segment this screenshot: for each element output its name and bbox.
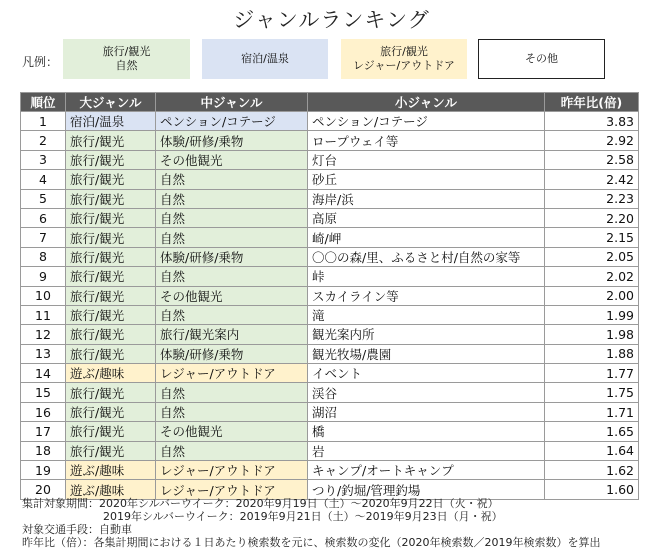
table-row [21,441,639,460]
rank-cell: 19 [21,461,66,480]
small-genre-cell: 橋 [308,422,545,441]
small-genre-cell: イベント [308,364,545,383]
mid-genre-cell: 自然 [156,208,308,227]
legend-leisure [341,39,467,79]
large-genre-cell: 旅行/観光 [66,383,156,402]
rank-cell: 10 [21,286,66,305]
rank-cell: 18 [21,441,66,460]
mid-genre-cell: 体験/研修/乗物 [156,247,308,266]
rank-cell: 14 [21,364,66,383]
large-genre-cell: 旅行/観光 [66,402,156,421]
legend-leisure-line1: 旅行/観光 [380,45,428,58]
rank-cell: 2 [21,131,66,150]
ratio-cell: 2.42 [545,170,639,189]
header-rank: 順位 [21,93,66,112]
small-genre-cell: 滝 [308,305,545,324]
large-genre-cell: 旅行/観光 [66,131,156,150]
legend-other [478,39,605,79]
small-genre-cell: 渓谷 [308,383,545,402]
mid-genre-cell: ペンション/コテージ [156,112,308,131]
rank-cell: 8 [21,247,66,266]
large-genre-cell: 旅行/観光 [66,344,156,363]
ranking-table [20,92,639,500]
small-genre-cell: 灯台 [308,150,545,169]
large-genre-cell: 旅行/観光 [66,208,156,227]
ratio-cell: 2.58 [545,150,639,169]
note-period-2019: 2019年シルバーウイーク：2019年9月21日（土）～2019年9月23日（月・祝） [103,510,503,523]
small-genre-cell: 海岸/浜 [308,189,545,208]
large-genre-cell: 旅行/観光 [66,267,156,286]
table-row [21,364,639,383]
large-genre-cell: 旅行/観光 [66,247,156,266]
small-genre-cell: キャンプ/オートキャンプ [308,461,545,480]
mid-genre-cell: その他観光 [156,286,308,305]
legend-stay [202,39,328,79]
mid-genre-cell: 自然 [156,189,308,208]
small-genre-cell: 砂丘 [308,170,545,189]
table-row [21,112,639,131]
note-period-2020 [22,497,601,510]
small-genre-cell: 観光牧場/農園 [308,344,545,363]
table-row [21,189,639,208]
legend-label: 凡例： [22,55,59,69]
small-genre-cell: 観光案内所 [308,325,545,344]
mid-genre-cell: 自然 [156,305,308,324]
rank-cell: 20 [21,480,66,499]
rank-cell: 3 [21,150,66,169]
table-row [21,247,639,266]
table-row [21,402,639,421]
legend-other-label: その他 [525,52,558,65]
rank-cell: 9 [21,267,66,286]
rank-cell: 17 [21,422,66,441]
rank-cell: 7 [21,228,66,247]
note-period-2020-text: 2020年シルバーウイーク：2020年9月19日（土）～2020年9月22日（火・祝） [99,497,499,510]
legend-stay-label: 宿泊/温泉 [241,52,289,65]
small-genre-cell: スカイライン等 [308,286,545,305]
ratio-cell: 2.20 [545,208,639,227]
legend-travel-line1: 旅行/観光 [102,45,151,58]
ratio-cell: 2.02 [545,267,639,286]
legend-travel [63,39,190,79]
table-row [21,131,639,150]
large-genre-cell: 遊ぶ/趣味 [66,480,156,499]
header-large-genre: 大ジャンル [66,93,156,112]
note-transport: 対象交通手段：自動車 [22,523,132,536]
table-row [21,150,639,169]
large-genre-cell: 旅行/観光 [66,325,156,344]
small-genre-cell: 〇〇の森/里、ふるさと村/自然の家等 [308,247,545,266]
rank-cell: 15 [21,383,66,402]
ratio-cell: 2.15 [545,228,639,247]
ratio-cell: 1.75 [545,383,639,402]
rank-cell: 16 [21,402,66,421]
footnotes [22,497,601,549]
rank-cell: 12 [21,325,66,344]
table-row [21,422,639,441]
ratio-cell: 2.00 [545,286,639,305]
ratio-cell: 1.62 [545,461,639,480]
table-row [21,286,639,305]
rank-cell: 13 [21,344,66,363]
small-genre-cell: 湖沼 [308,402,545,421]
small-genre-cell: ロープウェイ等 [308,131,545,150]
table-row [21,325,639,344]
large-genre-cell: 旅行/観光 [66,305,156,324]
header-mid-genre: 中ジャンル [156,93,308,112]
ratio-cell: 1.77 [545,364,639,383]
ratio-cell: 1.98 [545,325,639,344]
table-row [21,267,639,286]
large-genre-cell: 遊ぶ/趣味 [66,364,156,383]
mid-genre-cell: 自然 [156,228,308,247]
small-genre-cell: ペンション/コテージ [308,112,545,131]
mid-genre-cell: 自然 [156,267,308,286]
mid-genre-cell: レジャー/アウトドア [156,480,308,499]
ratio-cell: 2.23 [545,189,639,208]
small-genre-cell: つり/釣堀/管理釣場 [308,480,545,499]
table-row [21,461,639,480]
ratio-cell: 1.64 [545,441,639,460]
mid-genre-cell: 体験/研修/乗物 [156,344,308,363]
rank-cell: 4 [21,170,66,189]
table-row [21,208,639,227]
rank-cell: 6 [21,208,66,227]
small-genre-cell: 峠 [308,267,545,286]
table-row [21,305,639,324]
mid-genre-cell: 自然 [156,170,308,189]
small-genre-cell: 高原 [308,208,545,227]
mid-genre-cell: 旅行/観光案内 [156,325,308,344]
large-genre-cell: 宿泊/温泉 [66,112,156,131]
table-row [21,383,639,402]
large-genre-cell: 旅行/観光 [66,286,156,305]
small-genre-cell: 岩 [308,441,545,460]
table-row [21,344,639,363]
ratio-cell: 1.71 [545,402,639,421]
mid-genre-cell: レジャー/アウトドア [156,364,308,383]
large-genre-cell: 旅行/観光 [66,189,156,208]
legend-travel-line2: 自然 [115,59,138,72]
ratio-cell: 1.60 [545,480,639,499]
mid-genre-cell: 体験/研修/乗物 [156,131,308,150]
mid-genre-cell: その他観光 [156,422,308,441]
table-header-row [21,93,639,112]
header-small-genre: 小ジャンル [308,93,545,112]
ratio-cell: 1.65 [545,422,639,441]
ratio-cell: 2.05 [545,247,639,266]
note-ratio: 昨年比（倍）：各集計期間における１日あたり検索数を元に、検索数の変化（2020年検索数／2019年検索数）を算出 [22,536,601,549]
table-row [21,228,639,247]
table-row [21,170,639,189]
small-genre-cell: 崎/岬 [308,228,545,247]
rank-cell: 5 [21,189,66,208]
rank-cell: 11 [21,305,66,324]
large-genre-cell: 旅行/観光 [66,170,156,189]
large-genre-cell: 遊ぶ/趣味 [66,461,156,480]
mid-genre-cell: 自然 [156,402,308,421]
large-genre-cell: 旅行/観光 [66,441,156,460]
header-ratio: 昨年比(倍) [545,93,639,112]
ratio-cell: 2.92 [545,131,639,150]
note-period-label: 集計対象期間： [22,497,99,510]
rank-cell: 1 [21,112,66,131]
large-genre-cell: 旅行/観光 [66,150,156,169]
mid-genre-cell: その他観光 [156,150,308,169]
table-body [21,112,639,500]
mid-genre-cell: 自然 [156,441,308,460]
large-genre-cell: 旅行/観光 [66,422,156,441]
ratio-cell: 3.83 [545,112,639,131]
ratio-cell: 1.88 [545,344,639,363]
mid-genre-cell: 自然 [156,383,308,402]
ratio-cell: 1.99 [545,305,639,324]
legend-leisure-line2: レジャー/アウトドア [353,59,455,72]
page-title: ジャンルランキング [233,8,430,32]
mid-genre-cell: レジャー/アウトドア [156,461,308,480]
large-genre-cell: 旅行/観光 [66,228,156,247]
